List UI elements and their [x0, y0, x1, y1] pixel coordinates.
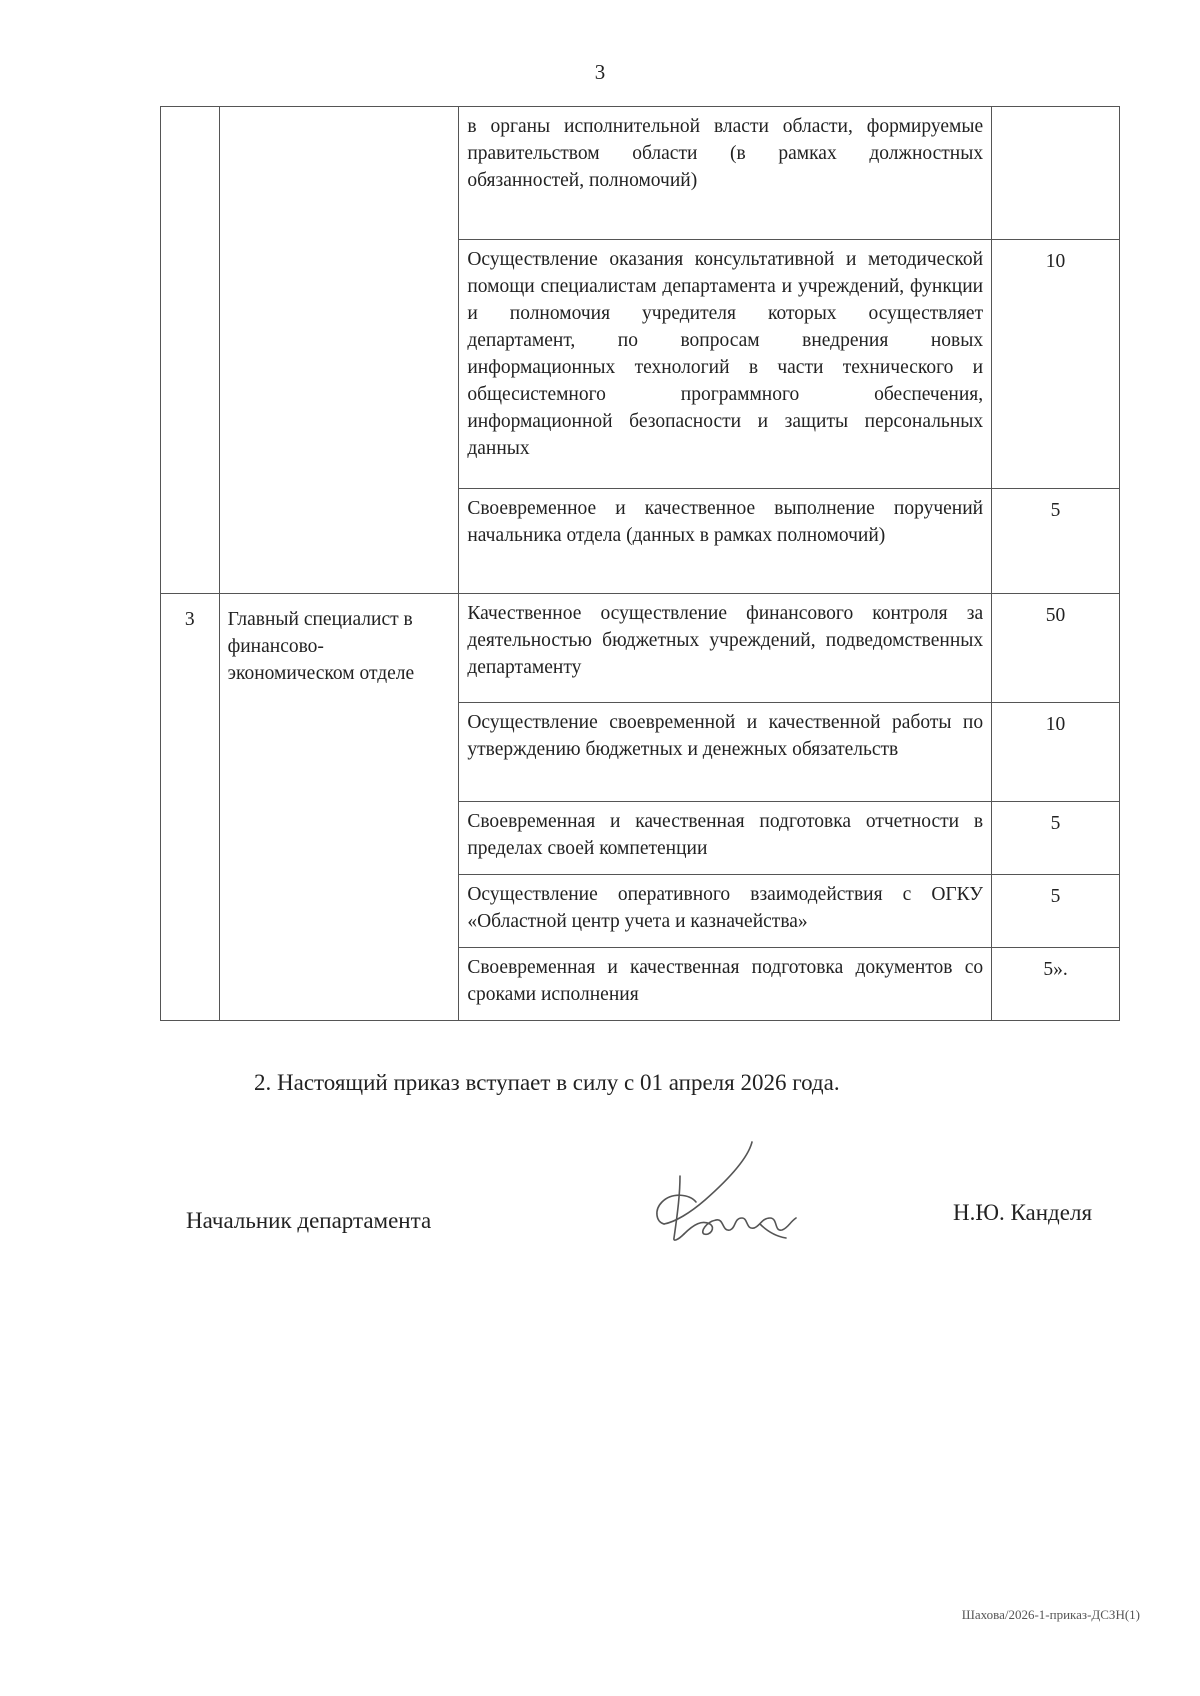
value-cell: 5 [992, 802, 1120, 875]
criterion-cell: Осуществление оказания консультативной и методической помощи специалистам департамента и учреждений, функции и полномочия учредителя которых осуществляет департамент, по вопросам внедрения новых информационных технологий в части технического и общесистемного программного обеспечения, информационной безопасности и защиты персональных данных [459, 240, 992, 489]
page-number: 3 [594, 60, 606, 84]
signatory-name: Н.Ю. Канделя [953, 1200, 1093, 1225]
value-cell: 50 [992, 594, 1120, 703]
criterion-cell: Своевременная и качественная подготовка отчетности в пределах своей компетенции [459, 802, 992, 875]
value-cell: 5». [992, 948, 1120, 1021]
effective-date-clause: 2. Настоящий приказ вступает в силу с 01 апреля 2026 года. [254, 1070, 840, 1095]
value-cell: 10 [992, 240, 1120, 489]
criterion-cell: Своевременное и качественное выполнение поручений начальника отдела (данных в рамках полномочий) [459, 489, 992, 594]
criterion-cell: в органы исполнительной власти области, формируемые правительством области (в рамках должностных обязанностей, полномочий) [459, 107, 992, 240]
criterion-cell: Осуществление оперативного взаимодействия с ОГКУ «Областной центр учета и казначейства» [459, 875, 992, 948]
position-cell [219, 107, 459, 594]
value-cell: 5 [992, 489, 1120, 594]
document-code: Шахова/2026-1-приказ-ДСЗН(1) [961, 1607, 1140, 1622]
table-row [161, 594, 1120, 703]
signatory-title: Начальник департамента [186, 1208, 432, 1233]
row-number-cell [161, 107, 220, 594]
value-cell [992, 107, 1120, 240]
criterion-cell: Осуществление своевременной и качественной работы по утверждению бюджетных и денежных обязательств [459, 703, 992, 802]
value-cell: 10 [992, 703, 1120, 802]
criteria-table [160, 106, 1120, 1021]
table-row [161, 107, 1120, 240]
criterion-cell: Качественное осуществление финансового контроля за деятельностью бюджетных учреждений, подведомственных департаменту [459, 594, 992, 703]
position-cell: Главный специалист в финансово-экономическом отделе [219, 594, 459, 1021]
row-number-cell: 3 [161, 594, 220, 1021]
handwritten-signature [650, 1138, 810, 1248]
value-cell: 5 [992, 875, 1120, 948]
criterion-cell: Своевременная и качественная подготовка документов со сроками исполнения [459, 948, 992, 1021]
